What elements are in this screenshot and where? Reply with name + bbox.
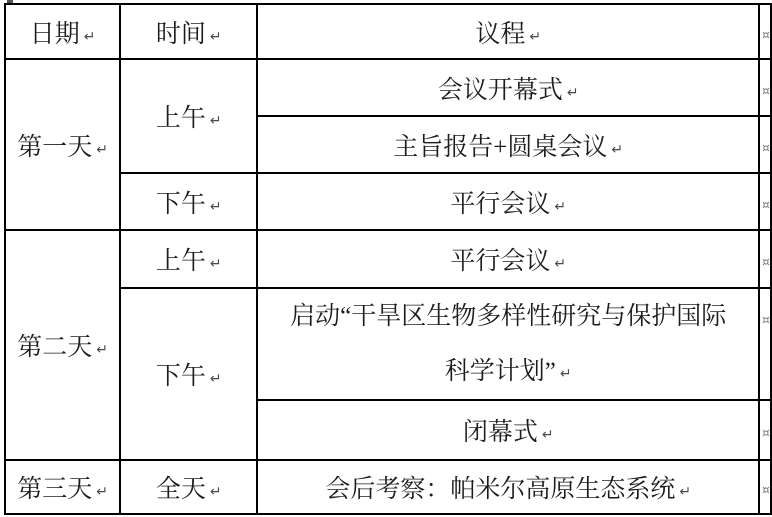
row-end-mark-icon: ¤ xyxy=(762,83,770,98)
agenda-item-text-line2: 科学计划” xyxy=(444,358,556,385)
row-end-cell xyxy=(759,173,771,230)
row-end-cell xyxy=(759,230,771,288)
cell-agenda-program-launch xyxy=(257,288,759,400)
paragraph-mark-icon: ↵ xyxy=(96,141,108,158)
table-row xyxy=(5,59,771,116)
row-end-mark-icon: ¤ xyxy=(762,197,770,212)
paragraph-mark-icon: ↵ xyxy=(209,256,222,272)
day1-morning-label: 上午 xyxy=(155,105,206,132)
agenda-item-text: 平行会议 xyxy=(450,190,551,218)
table-row xyxy=(5,173,771,230)
row-end-mark-icon: ¤ xyxy=(762,483,770,497)
paragraph-mark-icon: ↵ xyxy=(209,113,222,129)
paragraph-mark-icon: ↵ xyxy=(209,371,222,387)
day2-label: 第二天 xyxy=(17,334,93,361)
paragraph-mark-icon: ↵ xyxy=(96,484,108,500)
agenda-item-text: 主旨报告+圆桌会议 xyxy=(393,133,608,161)
cell-day3-allday xyxy=(120,460,257,514)
row-end-mark-icon: ¤ xyxy=(762,140,770,155)
table-row xyxy=(5,460,771,514)
cell-day3 xyxy=(5,460,120,514)
row-end-cell xyxy=(759,116,771,173)
conference-agenda-table xyxy=(4,3,772,515)
paragraph-mark-icon: ↵ xyxy=(559,366,572,382)
table-row xyxy=(5,230,771,288)
row-end-mark-icon: ¤ xyxy=(762,27,770,42)
row-end-cell xyxy=(759,59,771,116)
day1-label: 第一天 xyxy=(17,133,93,161)
header-cell-date xyxy=(5,4,120,59)
header-agenda-label: 议程 xyxy=(475,20,526,48)
paragraph-mark-icon: ↵ xyxy=(554,256,567,272)
row-end-cell xyxy=(759,288,771,400)
row-end-mark-icon: ¤ xyxy=(762,426,770,440)
header-cell-agenda xyxy=(257,4,759,59)
header-date-label: 日期 xyxy=(29,20,80,48)
paragraph-mark-icon: ↵ xyxy=(209,484,222,500)
agenda-item-text: 闭幕式 xyxy=(462,419,538,446)
cell-day2-morning xyxy=(120,230,257,288)
cell-agenda-keynote-roundtable xyxy=(257,116,759,173)
cell-day1 xyxy=(5,59,120,230)
paragraph-mark-icon: ↵ xyxy=(529,28,542,45)
row-end-cell xyxy=(759,4,771,59)
cell-day1-afternoon xyxy=(120,173,257,230)
paragraph-mark-icon: ↵ xyxy=(611,141,624,158)
cell-agenda-opening-ceremony xyxy=(257,59,759,116)
cell-agenda-parallel-sessions-day2 xyxy=(257,230,759,288)
day1-afternoon-label: 下午 xyxy=(155,190,206,218)
paragraph-mark-icon: ↵ xyxy=(566,84,579,101)
day3-allday-label: 全天 xyxy=(155,476,206,503)
paragraph-mark-icon: ↵ xyxy=(209,198,222,215)
row-end-cell xyxy=(759,400,771,460)
agenda-item-text: 平行会议 xyxy=(450,248,551,275)
day2-morning-label: 上午 xyxy=(155,248,206,275)
row-end-mark-icon: ¤ xyxy=(762,313,770,327)
paragraph-mark-icon: ↵ xyxy=(679,484,692,500)
cell-agenda-closing-ceremony xyxy=(257,400,759,460)
cell-agenda-post-conference-tour xyxy=(257,460,759,514)
paragraph-mark-icon: ↵ xyxy=(83,28,96,45)
table-row-header xyxy=(5,4,771,59)
cell-agenda-parallel-sessions-day1 xyxy=(257,173,759,230)
header-time-label: 时间 xyxy=(155,20,206,48)
paragraph-mark-icon: ↵ xyxy=(209,28,222,45)
paragraph-mark-icon: ↵ xyxy=(96,342,108,358)
day2-afternoon-label: 下午 xyxy=(155,363,206,390)
paragraph-mark-icon: ↵ xyxy=(554,198,567,215)
agenda-item-text-line1: 启动“干旱区生物多样性研究与保护国际 xyxy=(290,303,727,330)
cell-day2-afternoon xyxy=(120,288,257,460)
day3-label: 第三天 xyxy=(17,476,93,503)
cell-day2 xyxy=(5,230,120,460)
row-end-mark-icon: ¤ xyxy=(762,255,770,269)
paragraph-mark-icon: ↵ xyxy=(541,427,554,443)
row-end-cell xyxy=(759,460,771,514)
agenda-item-text: 会议开幕式 xyxy=(437,76,563,104)
header-cell-time xyxy=(120,4,257,59)
cell-day1-morning xyxy=(120,59,257,173)
agenda-item-text: 会后考察：帕米尔高原生态系统 xyxy=(325,476,676,503)
table-row xyxy=(5,288,771,400)
